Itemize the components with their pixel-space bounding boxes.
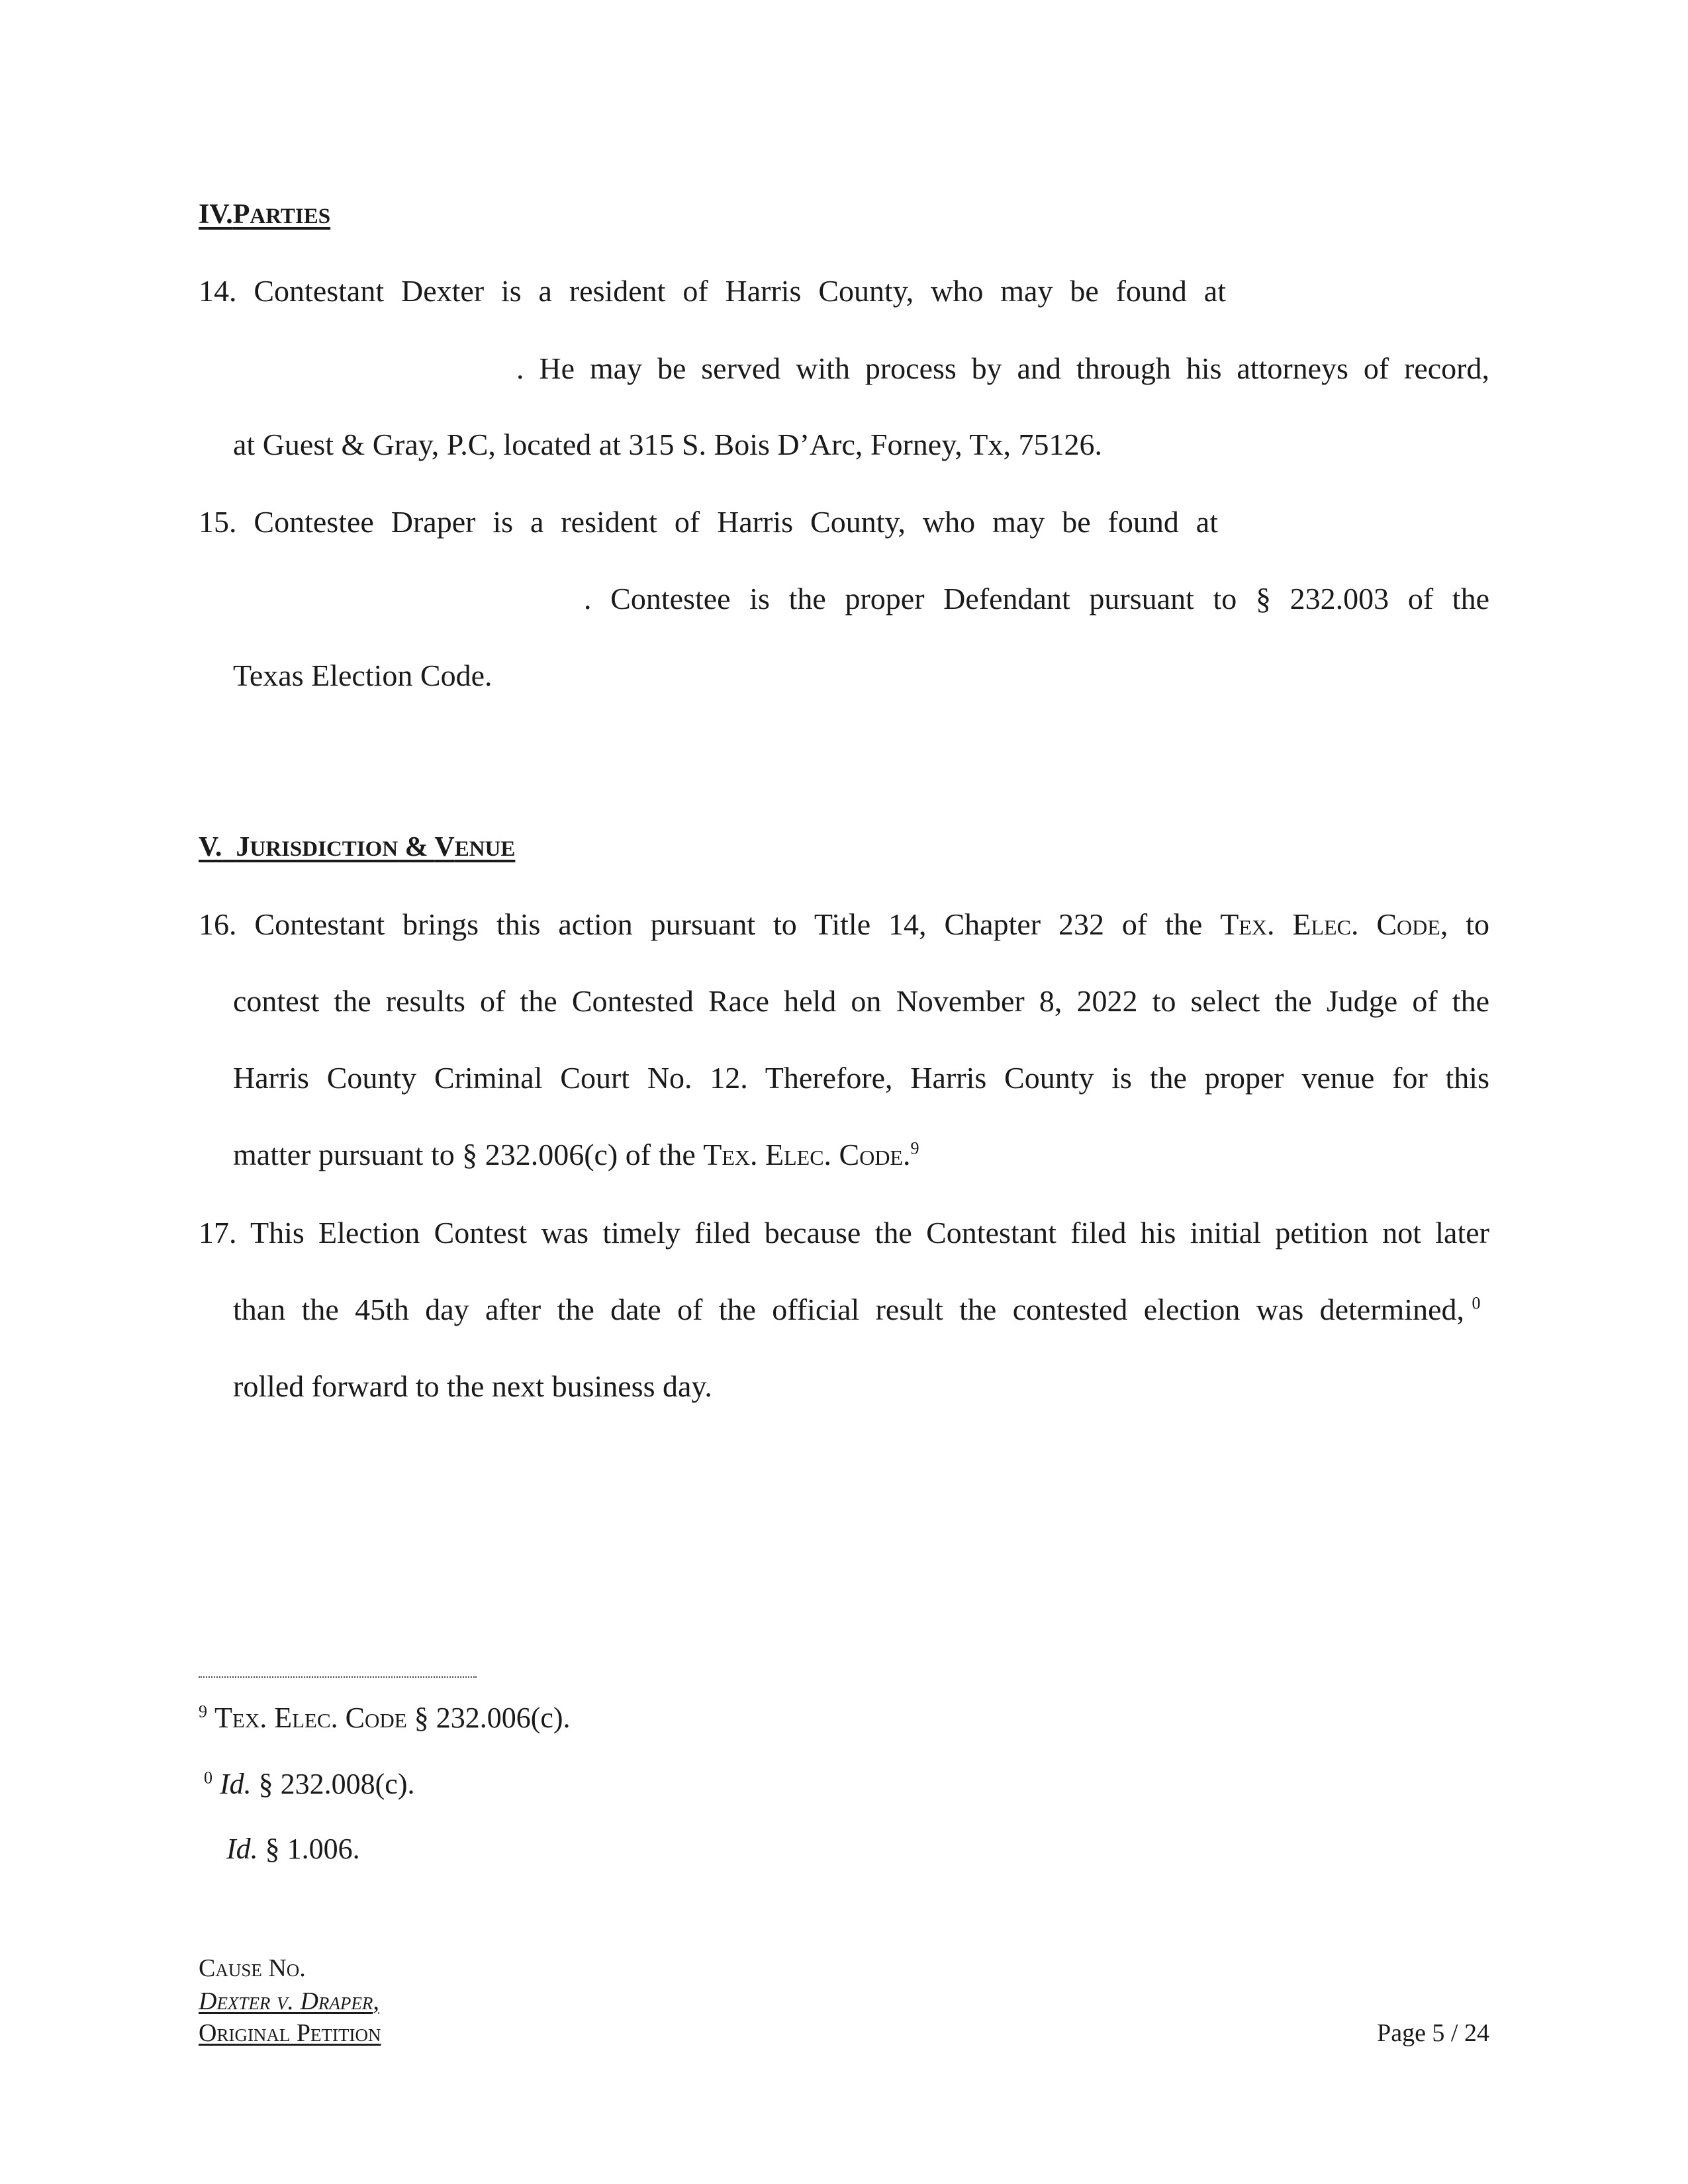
section-heading-parties xyxy=(199,199,330,230)
footnote-11: Id. § 1.006. xyxy=(226,1833,360,1865)
paragraph-17-line-1: 17. This Election Contest was timely filed because the Contestant filed his initial petition not later xyxy=(199,1216,1489,1250)
paragraph-14-line-3: at Guest & Gray, P.C, located at 315 S. Bois D’Arc, Forney, Tx, 75126. xyxy=(233,428,1102,461)
paragraph-15-line-1: 15. Contestee Draper is a resident of Harris County, who may be found at xyxy=(199,505,1218,539)
paragraph-14-line-1: 14. Contestant Dexter is a resident of Harris County, who may be found at xyxy=(199,274,1226,308)
paragraph-15-line-3: Texas Election Code. xyxy=(233,659,492,692)
footer-cause-number: Cause No. xyxy=(199,1954,306,1982)
footnote-10: $^0$ Id. § 232.008(c). xyxy=(204,1768,415,1800)
footnote-separator xyxy=(199,1676,477,1678)
section-number: IV. xyxy=(199,199,233,230)
paragraph-14-line-2: . He may be served with process by and through his attorneys of record, xyxy=(516,351,1489,385)
paragraph-15-line-2: . Contestee is the proper Defendant pursuant to § 232.003 of the xyxy=(584,582,1489,615)
paragraph-16-line-3: Harris County Criminal Court No. 12. Therefore, Harris County is the proper venue for this xyxy=(233,1061,1489,1095)
section-title-initial: P xyxy=(232,199,250,230)
paragraph-17-line-2: than the 45th day after the date of the official result the contested election was determined, $^0$ xyxy=(233,1293,1481,1326)
paragraph-16-line-2: contest the results of the Contested Race held on November 8, 2022 to select the Judge of the xyxy=(233,984,1489,1018)
footnote-ref-9[interactable]: 9 xyxy=(910,1138,919,1158)
footer-case-caption: Dexter v. Draper, xyxy=(199,1987,379,2015)
section-number: V. xyxy=(199,832,222,862)
footnote-ref-10[interactable]: 0 xyxy=(1472,1293,1481,1313)
paragraph-17-line-3: rolled forward to the next business day. xyxy=(233,1369,712,1403)
section-heading-jurisdiction-venue: V. JURISDICTION & VENUE xyxy=(199,832,516,862)
page-number: Page 5 / 24 xyxy=(1377,2019,1489,2047)
paragraph-16-line-1: 16. Contestant brings this action pursuant to Title 14, Chapter 232 of the Tex. Elec. Code, to xyxy=(199,907,1490,941)
paragraph-16-line-4: matter pursuant to § 232.006(c) of the Tex. Elec. Code.$^9$ xyxy=(233,1138,919,1171)
footnote-9: $^9$ Tex. Elec. Code § 232.006(c). xyxy=(199,1702,571,1734)
section-title-rest: ARTIES xyxy=(250,205,331,228)
footer-document-title: Original Petition xyxy=(199,2019,381,2047)
